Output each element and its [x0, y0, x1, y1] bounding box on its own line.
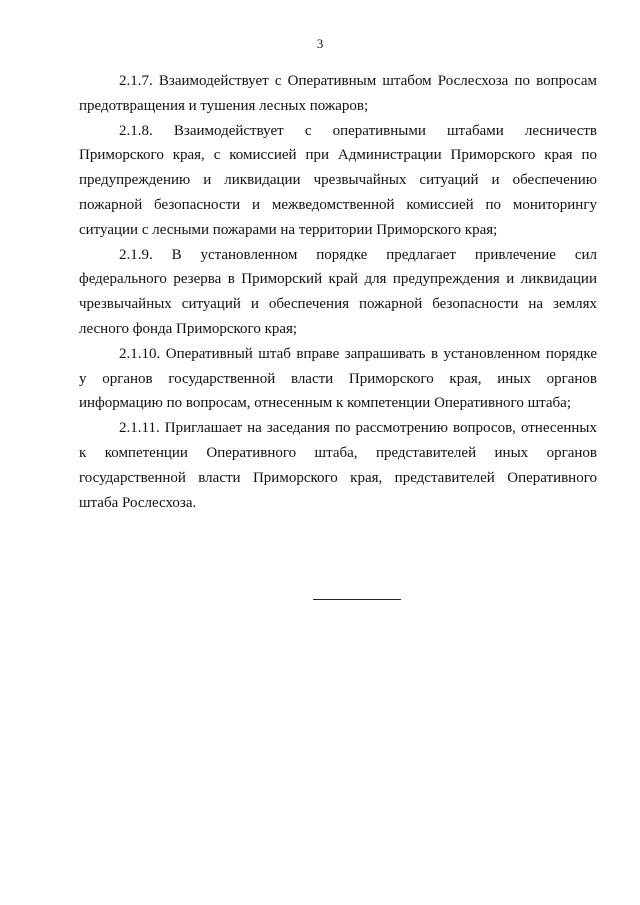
page-number: 3	[316, 36, 324, 51]
text-line: 2.1.9. В установленном порядке предлагает привлечение сил	[119, 246, 597, 263]
text-line: ситуации с лесными пожарами на территории Приморского края;	[79, 221, 498, 238]
text-line: 2.1.7. Взаимодействует с Оперативным штабом Рослесхоза по вопросам	[119, 73, 597, 89]
text-line: чрезвычайных ситуаций и обеспечения пожарной безопасности на землях	[79, 296, 597, 313]
text-line: 2.1.10. Оперативный штаб вправе запрашивать в установленном порядке	[119, 345, 597, 362]
paragraph-2-1-11	[79, 416, 597, 515]
text-line: 2.1.11. Приглашает на заседания по рассмотрению вопросов, отнесенных	[119, 420, 597, 437]
document-end-rule	[313, 599, 401, 600]
paragraph-2-1-10	[79, 342, 597, 416]
text-line: пожарной безопасности и межведомственной комиссией по мониторингу	[79, 196, 597, 213]
text-line: предотвращения и тушения лесных пожаров;	[79, 97, 369, 114]
text-line: 2.1.8. Взаимодействует с оперативными штабами лесничеств	[119, 122, 597, 139]
text-line: федерального резерва в Приморский край для предупреждения и ликвидации	[79, 271, 597, 288]
text-line: информацию по вопросам, отнесенным к компетенции Оперативного штаба;	[79, 395, 571, 412]
text-line: к компетенции Оперативного штаба, представителей иных органов	[79, 444, 597, 461]
paragraph-2-1-8	[79, 119, 597, 243]
paragraph-2-1-7	[79, 69, 597, 119]
text-line: государственной власти Приморского края, представителей Оперативного	[79, 469, 597, 486]
text-line: Приморского края, с комиссией при Администрации Приморского края по	[79, 147, 597, 164]
text-line: у органов государственной власти Приморского края, иных органов	[79, 370, 597, 387]
document-body	[79, 69, 597, 515]
paragraph-2-1-9	[79, 243, 597, 342]
text-line: лесного фонда Приморского края;	[79, 320, 298, 337]
text-line: предупреждению и ликвидации чрезвычайных ситуаций и обеспечению	[79, 172, 597, 189]
text-line: штаба Рослесхоза.	[79, 494, 197, 511]
